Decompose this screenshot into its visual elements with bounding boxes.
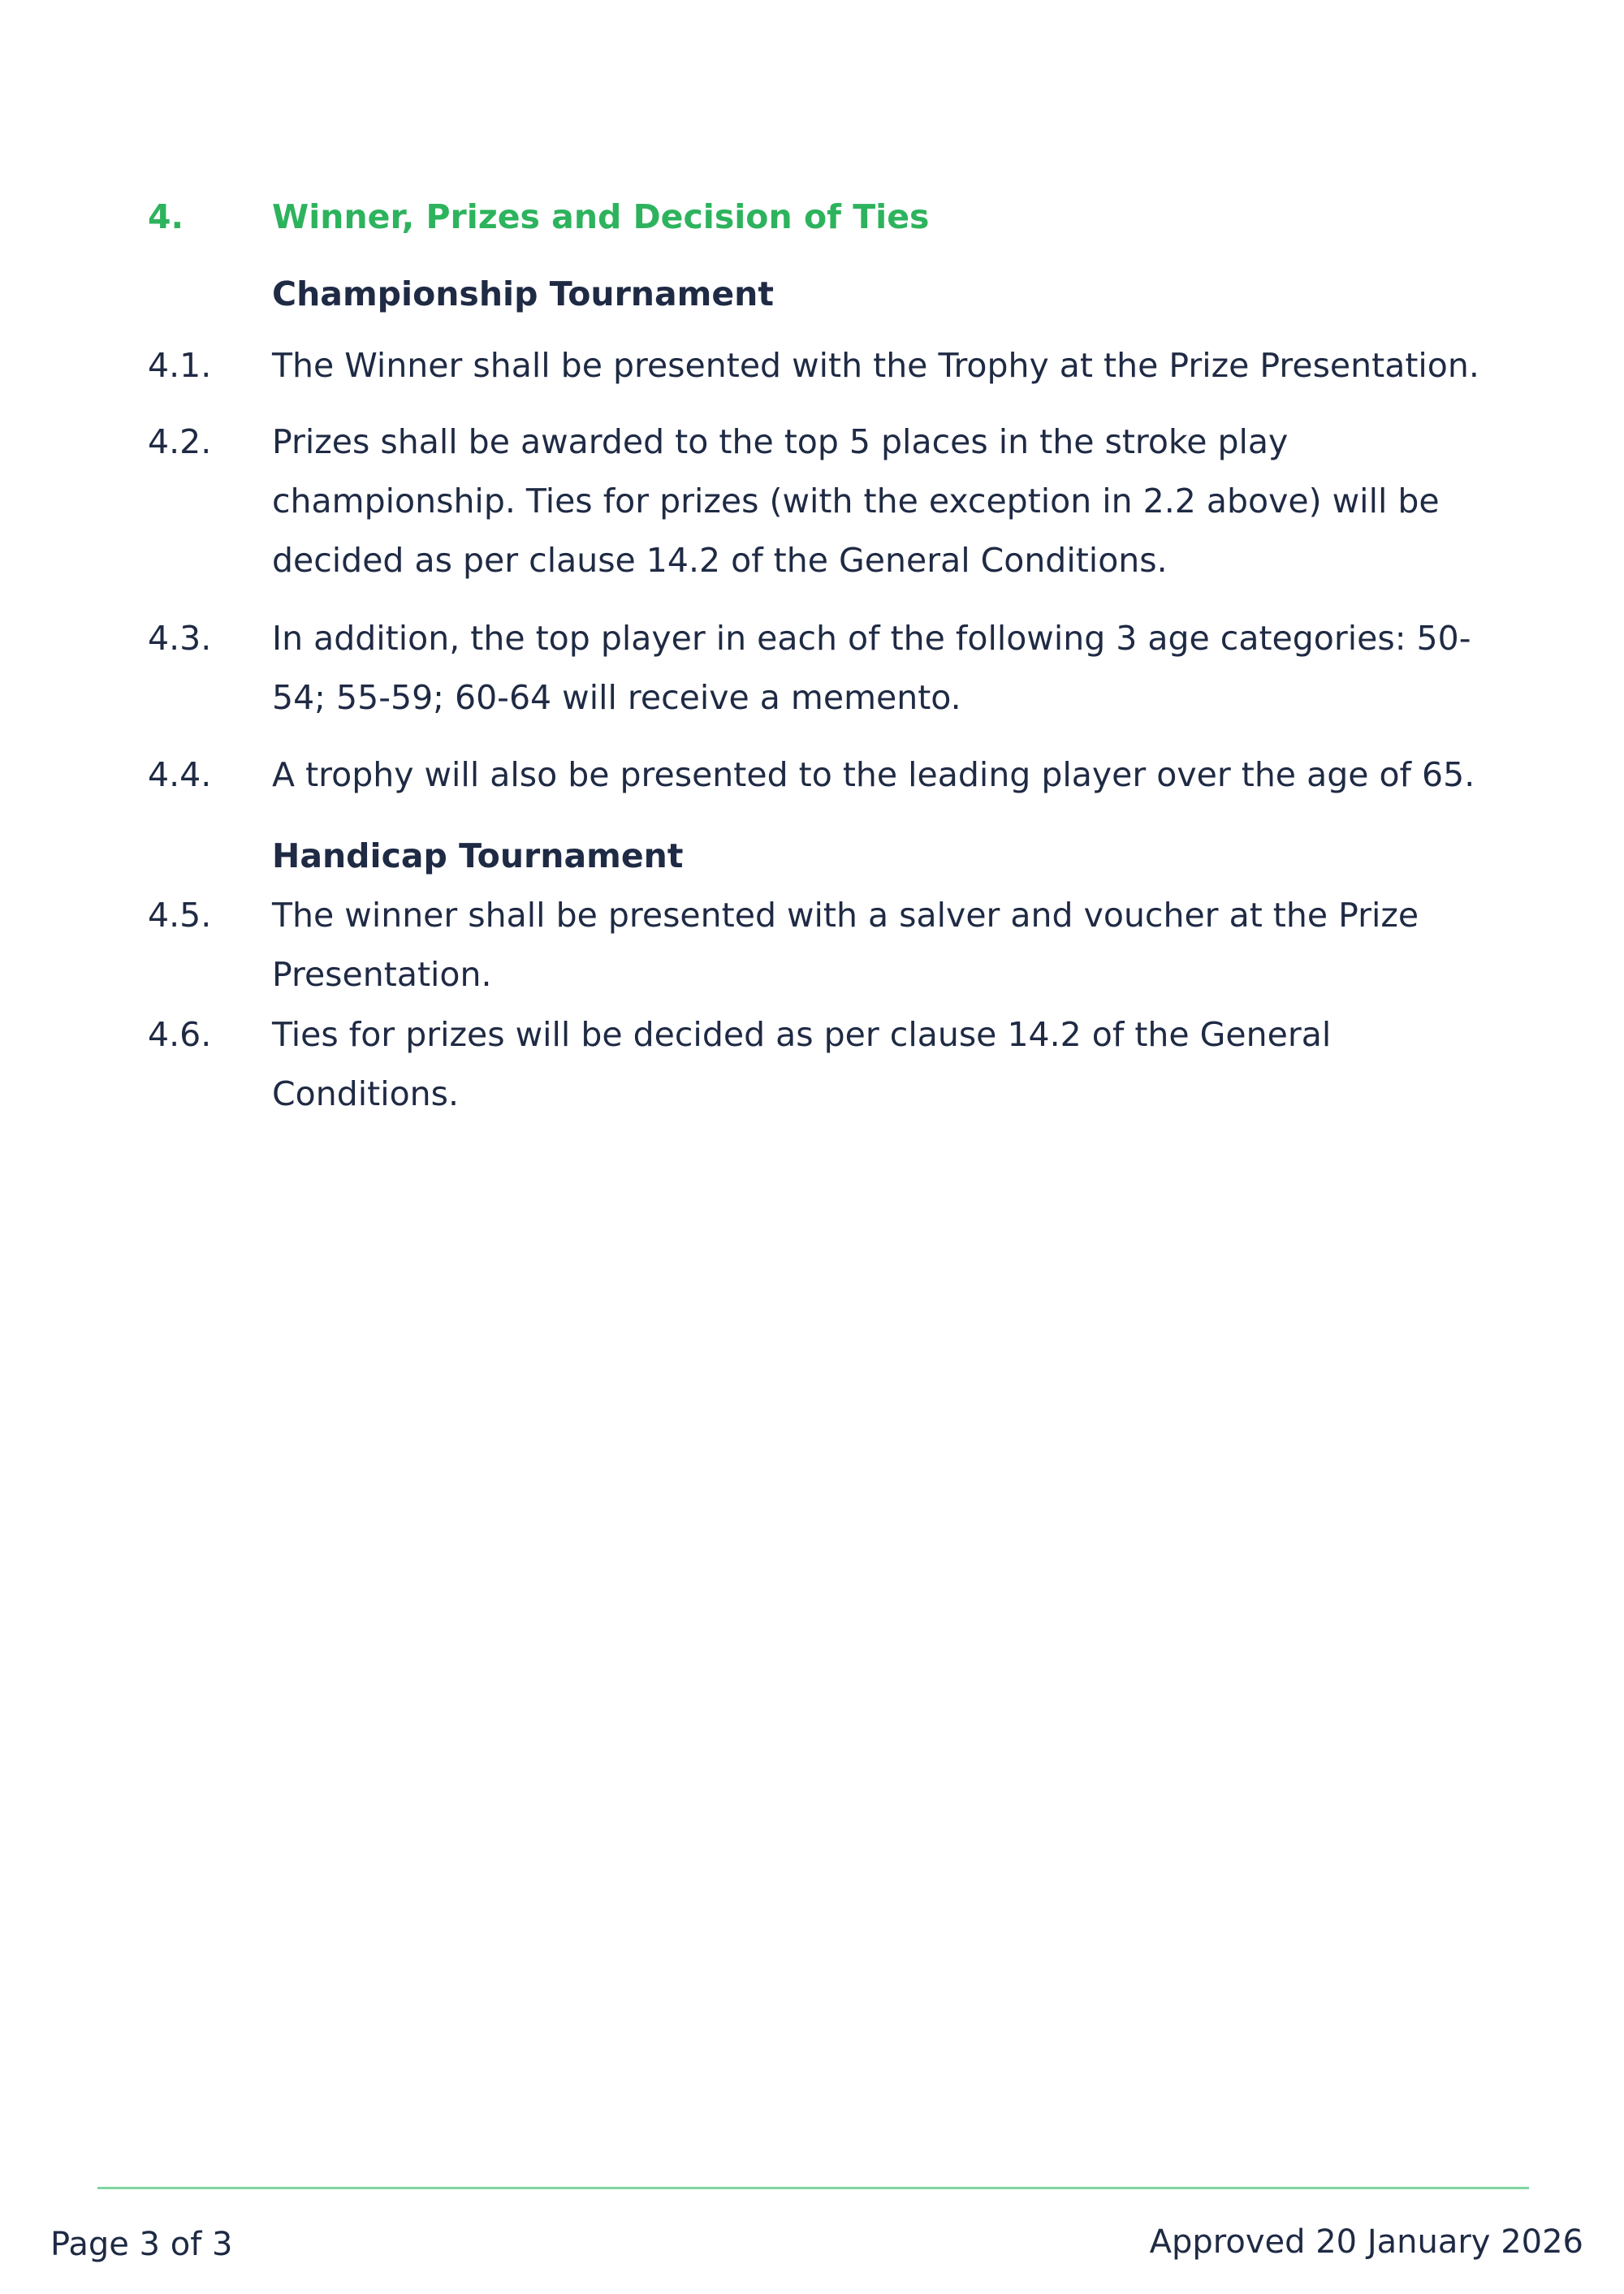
clause-text: A trophy will also be presented to the leading player over the age of 65. — [272, 755, 1475, 794]
championship-heading: Championship Tournament — [272, 274, 774, 313]
clause-number: 4.3. — [148, 619, 212, 658]
clause-number: 4.4. — [148, 755, 212, 794]
clause-4-6 — [148, 1005, 1496, 1124]
clause-text: Prizes shall be awarded to the top 5 places in the stroke play championship. Ties for prizes (with the exception in 2.2 above) will be decided as per clause 14.2 of the General Conditions. — [272, 422, 1440, 580]
clause-number: 4.2. — [148, 422, 212, 461]
clause-4-5 — [148, 886, 1496, 1004]
clause-text: The Winner shall be presented with the Trophy at the Prize Presentation. — [272, 346, 1479, 385]
clause-text: The winner shall be presented with a salver and voucher at the Prize Presentation. — [272, 896, 1419, 994]
clause-number: 4.5. — [148, 896, 212, 935]
clause-number: 4.6. — [148, 1015, 212, 1054]
handicap-heading: Handicap Tournament — [272, 836, 684, 875]
clause-text: Ties for prizes will be decided as per clause 14.2 of the General Conditions. — [272, 1015, 1332, 1113]
clause-4-3 — [148, 609, 1496, 728]
section-heading — [148, 193, 929, 240]
footer-divider — [97, 2187, 1529, 2189]
clause-number: 4.1. — [148, 346, 212, 385]
section-title: Winner, Prizes and Decision of Ties — [272, 197, 930, 236]
approval-date: Approved 20 January 2026 — [1149, 2223, 1583, 2261]
section-number: 4. — [148, 197, 184, 236]
clause-text: In addition, the top player in each of the following 3 age categories: 50-54; 55-59; 60-64 will receive a memento. — [272, 619, 1471, 717]
clause-4-1 — [148, 336, 1496, 395]
clause-4-4 — [148, 745, 1496, 805]
clause-4-2 — [148, 413, 1496, 590]
page-number: Page 3 of 3 — [50, 2226, 233, 2263]
